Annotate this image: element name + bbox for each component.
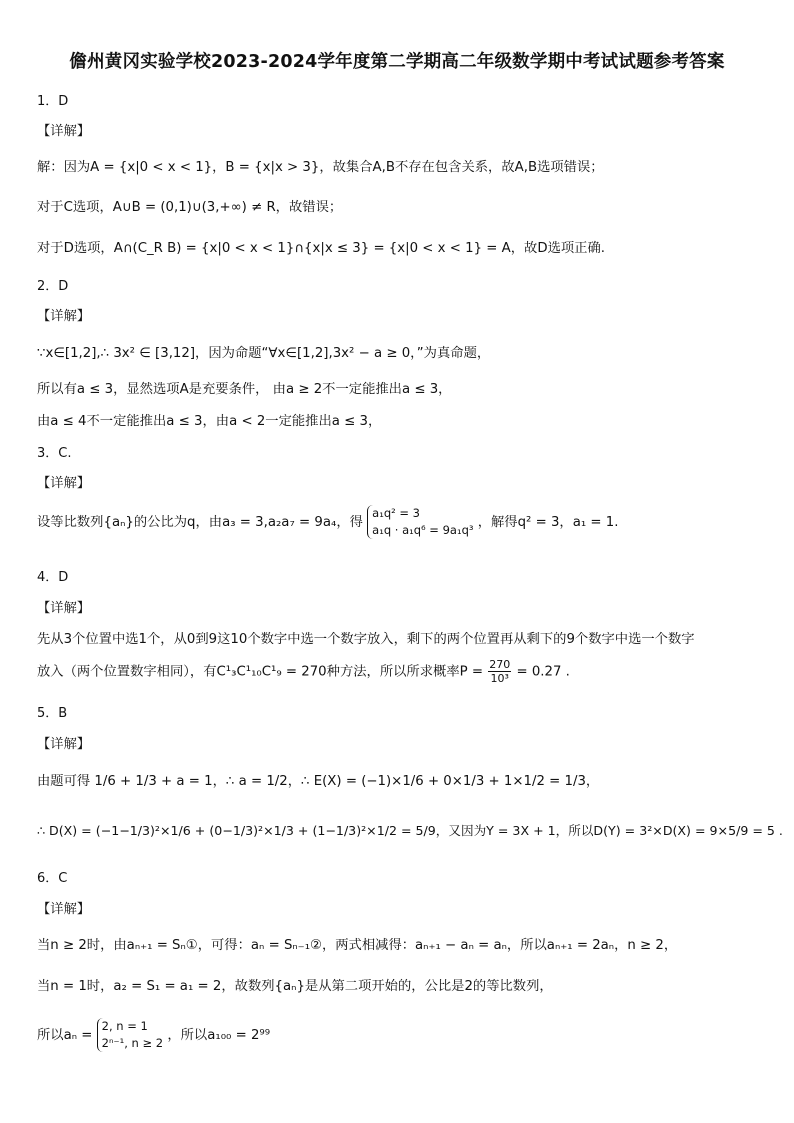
q1-solution-line-3: 对于D选项，A∩(C_R B) = {x|0 < x < 1}∩{x|x ≤ 3} = {x|0 < x < 1} = A，故D选项正确. bbox=[37, 241, 605, 256]
q4-solution-line-1: 先从3个位置中选1个，从0到9这10个数字中选一个数字放入，剩下的两个位置再从剩下的9个数字中选一个数字 bbox=[37, 632, 695, 647]
q2-solution-line-1: ∵x∈[1,2],∴ 3x² ∈ [3,12]，因为命题“∀x∈[1,2],3x² − a ≥ 0，”为真命题， bbox=[37, 346, 491, 361]
q3-detail-heading: 【详解】 bbox=[37, 476, 91, 491]
q6-piecewise-case-2: 2ⁿ⁻¹, n ≥ 2 bbox=[101, 1036, 164, 1050]
q2-solution-line-2: 所以有a ≤ 3，显然选项A是充要条件， 由a ≥ 2不一定能推出a ≤ 3， bbox=[37, 382, 452, 397]
q6-solution-line-3 bbox=[37, 1018, 270, 1052]
q6-answer: 6．C bbox=[37, 871, 68, 886]
page-title: 儋州黄冈实验学校2023-2024学年度第二学期高二年级数学期中考试试题参考答案 bbox=[69, 52, 725, 72]
q4-fraction-numerator: 270 bbox=[489, 658, 511, 671]
q1-solution-line-2: 对于C选项，A∪B = (0,1)∪(3,+∞) ≠ R，故错误； bbox=[37, 200, 343, 215]
q2-answer: 2．D bbox=[37, 279, 69, 294]
q2-detail-heading: 【详解】 bbox=[37, 309, 91, 324]
q4-fraction-denominator: 10³ bbox=[490, 672, 509, 685]
q3-answer: 3．C. bbox=[37, 446, 72, 461]
q3-system-eq-1: a₁q² = 3 bbox=[372, 506, 420, 520]
q5-answer: 5．B bbox=[37, 706, 68, 721]
q4-text-after-fraction: = 0.27 . bbox=[516, 664, 570, 680]
q6-solution-line-2: 当n = 1时，a₂ = S₁ = a₁ = 2，故数列{aₙ}是从第二项开始的，公比是2的等比数列， bbox=[37, 979, 553, 994]
q5-detail-heading: 【详解】 bbox=[37, 737, 91, 752]
q5-solution-line-2: ∴ D(X) = (−1−1/3)²×1/6 + (0−1/3)²×1/3 + (1−1/3)²×1/2 = 5/9，又因为Y = 3X + 1，所以D(Y) = 3²×D(X) = 9×5/9 = 5 . bbox=[37, 823, 783, 838]
q6-piecewise-definition bbox=[97, 1018, 163, 1052]
q6-solution-line-1: 当n ≥ 2时，由aₙ₊₁ = Sₙ①，可得：aₙ = Sₙ₋₁②，两式相减得：aₙ₊₁ − aₙ = aₙ，所以aₙ₊₁ = 2aₙ，n ≥ 2， bbox=[37, 938, 678, 953]
q4-solution-line-2 bbox=[37, 658, 570, 685]
q6-piecewise-case-1: 2, n = 1 bbox=[101, 1019, 148, 1033]
q6-text-after-system: ，所以a₁₀₀ = 2⁹⁹ bbox=[167, 1028, 271, 1043]
q2-solution-line-3: 由a ≤ 4不一定能推出a ≤ 3，由a < 2一定能推出a ≤ 3， bbox=[37, 414, 382, 429]
q6-detail-heading: 【详解】 bbox=[37, 902, 91, 917]
q6-text-before-system: 所以aₙ = bbox=[37, 1028, 93, 1043]
q1-solution-line-1: 解：因为A = {x|0 < x < 1}，B = {x|x > 3}，故集合A,B不存在包含关系，故A,B选项错误； bbox=[37, 160, 604, 175]
q5-solution-line-1: 由题可得 1/6 + 1/3 + a = 1，∴ a = 1/2，∴ E(X) = (−1)×1/6 + 0×1/3 + 1×1/2 = 1/3， bbox=[37, 774, 600, 789]
q4-probability-fraction bbox=[488, 658, 511, 685]
q3-equation-system bbox=[367, 505, 473, 539]
q3-text-after-system: ，解得q² = 3，a₁ = 1. bbox=[477, 515, 619, 530]
q4-text-before-fraction: 放入（两个位置数字相同），有C¹₃C¹₁₀C¹₉ = 270种方法，所以所求概率P = bbox=[37, 664, 484, 680]
q1-detail-heading: 【详解】 bbox=[37, 124, 91, 139]
q4-answer: 4．D bbox=[37, 570, 69, 585]
q3-text-before-system: 设等比数列{aₙ}的公比为q，由a₃ = 3,a₂a₇ = 9a₄，得 bbox=[37, 515, 363, 530]
q1-answer: 1．D bbox=[37, 94, 69, 109]
q3-system-eq-2: a₁q · a₁q⁶ = 9a₁q³ bbox=[372, 523, 474, 537]
q3-solution-line-1 bbox=[37, 505, 619, 539]
q4-detail-heading: 【详解】 bbox=[37, 601, 91, 616]
